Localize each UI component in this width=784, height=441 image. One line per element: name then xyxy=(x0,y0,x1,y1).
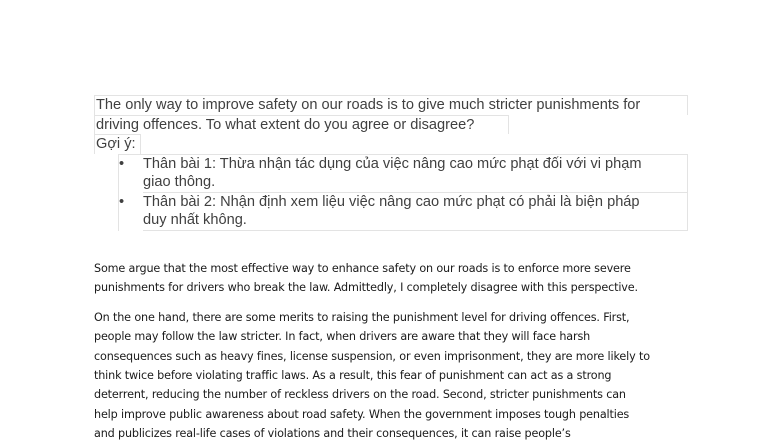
prompt-question-line-1: The only way to improve safety on our roads is to give much stricter punishments for xyxy=(94,95,688,115)
bullet-glyph: • xyxy=(119,193,125,210)
bullet-1-line-1: Thân bài 1: Thừa nhận tác dụng của việc nâng cao mức phạt đối với vi phạm xyxy=(143,155,642,172)
essay-body xyxy=(94,259,694,441)
essay-line: and publicizes real-life cases of violations and their consequences, it can raise people’s xyxy=(94,427,571,441)
essay-line: On the one hand, there are some merits to raising the punishment level for driving offences. First, xyxy=(94,310,630,324)
essay-prompt-box xyxy=(94,95,688,231)
bullet-2-line-1: Thân bài 2: Nhận định xem liệu việc nâng cao mức phạt có phải là biện pháp xyxy=(143,193,640,210)
essay-line: deterrent, reducing the number of reckless drivers on the road. Second, stricter punishments can xyxy=(94,388,626,402)
hint-bullet-item xyxy=(119,155,687,193)
bullet-glyph: • xyxy=(119,155,125,172)
essay-paragraph-body-1 xyxy=(94,308,694,441)
essay-line: Some argue that the most effective way to enhance safety on our roads is to enforce more severe xyxy=(94,262,631,275)
hint-label: Gợi ý: xyxy=(94,134,141,154)
essay-line: punishments for drivers who break the law. Admittedly, I completely disagree with this perspective. xyxy=(94,281,638,295)
essay-line: help improve public awareness about road safety. When the government imposes tough penalties xyxy=(94,407,630,421)
essay-paragraph-intro xyxy=(94,259,694,298)
bullet-1-line-2: giao thông. xyxy=(143,173,687,193)
bullet-2-line-2: duy nhất không. xyxy=(143,211,687,231)
essay-line: consequences such as heavy fines, license suspension, or even imprisonment, they are more likely to xyxy=(94,349,650,363)
essay-line: people may follow the law stricter. In fact, when drivers are aware that they will face harsh xyxy=(94,330,591,344)
essay-line: think twice before violating traffic laws. As a result, this fear of punishment can act as a strong xyxy=(94,369,612,383)
hint-bullet-list xyxy=(118,154,688,231)
hint-bullet-item xyxy=(119,193,687,231)
prompt-question-line-2: driving offences. To what extent do you agree or disagree? xyxy=(94,115,509,135)
